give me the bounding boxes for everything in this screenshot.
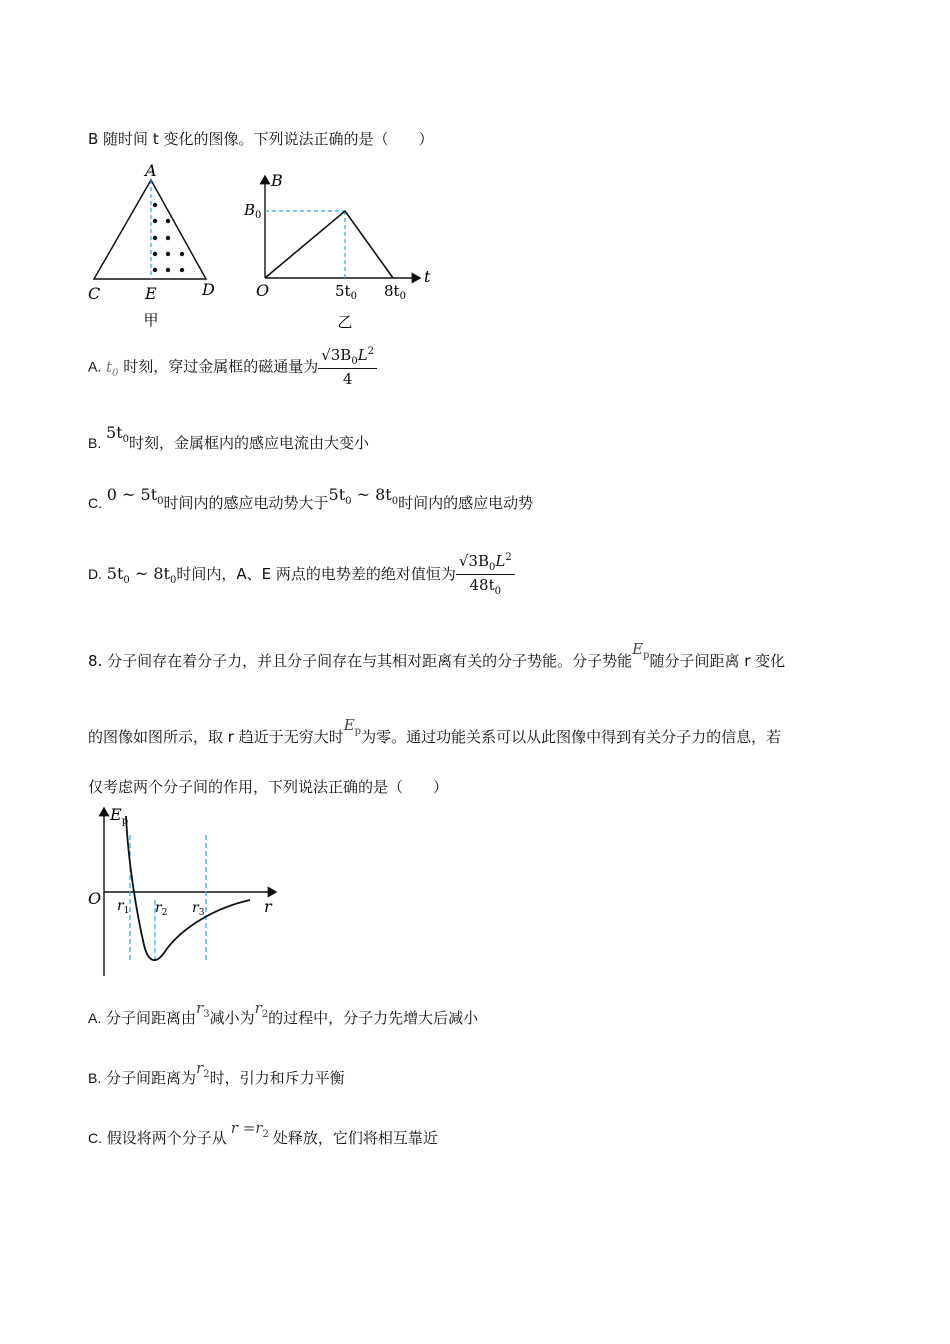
q7-option-d <box>88 552 515 597</box>
label-c: C <box>88 284 101 303</box>
caption-yi: 乙 <box>337 313 353 331</box>
option-d-fraction: $\frac{√3B_0L^2}{48t_0}$ <box>456 552 515 597</box>
axis-label-b: B <box>271 171 283 190</box>
option-c-range1: 0 ~ $5t_0$ <box>106 485 164 508</box>
ep-symbol: $E_p$ <box>632 640 650 661</box>
option-c-text1: 时间内的感应电动势大于 <box>163 494 329 512</box>
potential-energy-curve <box>126 816 250 960</box>
axis-label-t: t <box>424 267 431 286</box>
label-r1: $r_1$ <box>117 898 130 916</box>
option-a-label: A. <box>88 1010 102 1026</box>
figure-jia <box>82 160 232 335</box>
var-r2: $r_2$ <box>254 999 269 1020</box>
option-b-time: $5t_0$ <box>106 423 129 446</box>
tick-label-5t0: $5t_0$ <box>335 282 357 302</box>
var-r3: $r_3$ <box>196 999 210 1020</box>
option-c-range2: $5t_0$ ~ $8t_0$ <box>328 485 399 508</box>
option-a-fraction: $\frac{√3B_0L^2}{4}$ <box>318 346 377 388</box>
label-a: A <box>145 161 157 180</box>
b-t-series-line <box>265 211 393 278</box>
option-d-text: 时间内，A、E 两点的电势差的绝对值恒为 <box>176 565 456 583</box>
tick-label-8t0: $8t_0$ <box>384 282 406 302</box>
label-e: E <box>145 284 157 303</box>
option-c-text2: 时间内的感应电动势 <box>398 494 534 512</box>
option-c-label: C. <box>88 1130 102 1146</box>
option-a-label: A. <box>88 358 102 375</box>
caption-jia: 甲 <box>143 311 159 329</box>
option-d-range: $5t_0$ ~ $8t_0$ <box>106 564 177 587</box>
q7-stem: B 随时间 t 变化的图像。下列说法正确的是（ ） <box>88 130 434 148</box>
q8-stem-line1: 8. 分子间存在着分子力，并且分子间存在与其相对距离有关的分子势能。分子势能$E_p$随分子间距离 r 变化 <box>88 640 786 670</box>
origin-label: O <box>256 281 270 300</box>
ep-r-graph <box>84 800 284 980</box>
q8-stem-line3: 仅考虑两个分子间的作用，下列说法正确的是（ ） <box>88 778 449 796</box>
ep-symbol-2: $E_p$ <box>343 716 362 737</box>
q8-option-a: A. 分子间距离由$r_3$减小为$r_2$的过程中，分子力先增大后减小 <box>88 999 479 1027</box>
option-c-label: C. <box>88 495 102 511</box>
axis-label-ep: $E_p$ <box>110 805 129 827</box>
option-b-label: B. <box>88 435 102 451</box>
magnetic-field-dots <box>153 203 184 272</box>
q8-stem-line2: 的图像如图所示，取 r 趋近于无穷大时$E_p$为零。通过功能关系可以从此图像中得到有关分子力的信息，若 <box>88 716 782 746</box>
triangle-acd <box>94 180 206 279</box>
q8-option-b: B. 分子间距离为$r_2$时，引力和斥力平衡 <box>88 1059 345 1087</box>
tick-label-b0: $B_0$ <box>244 201 262 221</box>
option-b-text: 时刻，金属框内的感应电流由大变小 <box>129 434 370 452</box>
axis-label-r: r <box>264 897 272 916</box>
var-r-eq-r2: $r =r_2$ <box>230 1119 269 1140</box>
option-d-label: D. <box>88 566 102 582</box>
label-d: D <box>202 280 215 299</box>
origin-label-o: O <box>88 889 102 908</box>
q7-option-a <box>88 346 377 388</box>
q7-option-b <box>88 423 370 455</box>
option-a-text: 时刻，穿过金属框的磁通量为 <box>118 357 319 376</box>
var-r2: $r_2$ <box>196 1059 210 1080</box>
q8-option-c: C. 假设将两个分子从$r =r_2$ 处释放，它们将相互靠近 <box>88 1119 438 1147</box>
q7-option-c <box>88 485 534 515</box>
figure-yi <box>238 168 443 335</box>
option-a-time: $t_0$ <box>106 357 119 379</box>
option-b-label: B. <box>88 1070 102 1086</box>
label-r3: $r_3$ <box>192 900 205 918</box>
label-r2: $r_2$ <box>155 900 168 918</box>
